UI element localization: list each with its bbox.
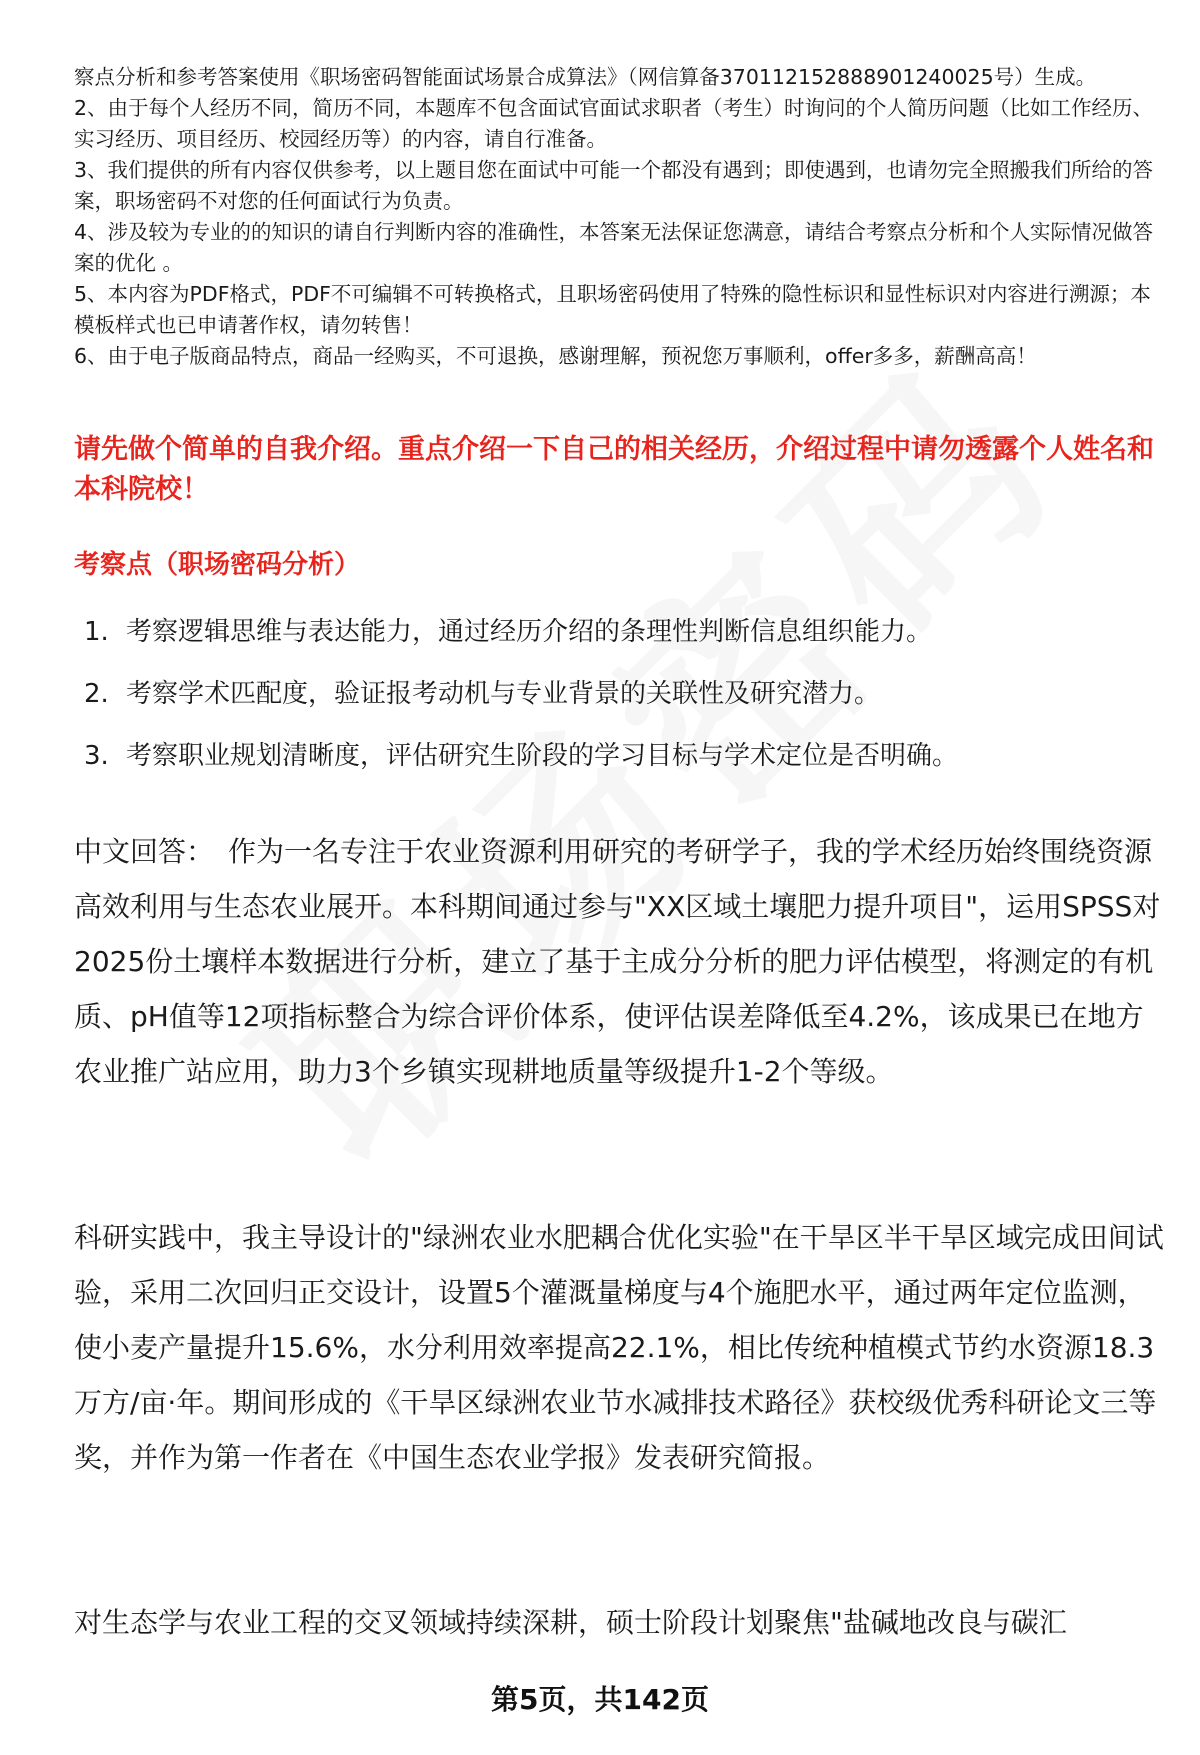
note-item: 察点分析和参考答案使用《职场密码智能面试场景合成算法》（网信算备370112152888901240025号）生成。 bbox=[74, 65, 1097, 89]
list-item bbox=[84, 612, 1144, 652]
note-item: 5、本内容为PDF格式，PDF不可编辑不可转换格式，且职场密码使用了特殊的隐性标识和显性标识对内容进行溯源；本模板样式也已申请著作权，请勿转售！ bbox=[74, 282, 1151, 337]
note-item: 6、由于电子版商品特点，商品一经购买，不可退换，感谢理解，预祝您万事顺利，offer多多，薪酬高高！ bbox=[74, 344, 1037, 368]
disclaimer-notes bbox=[74, 62, 1164, 372]
answer-paragraph: 对生态学与农业工程的交叉领域持续深耕，硕士阶段计划聚焦"盐碱地改良与碳汇 bbox=[74, 1606, 1067, 1639]
list-number: 3. bbox=[84, 741, 109, 771]
answer-label: 中文回答： bbox=[74, 835, 215, 868]
note-item: 2、由于每个人经历不同，简历不同，本题库不包含面试官面试求职者（考生）时询问的个人简历问题（比如工作经历、实习经历、项目经历、校园经历等）的内容，请自行准备。 bbox=[74, 96, 1154, 151]
answer-paragraph: 科研实践中，我主导设计的"绿洲农业水肥耦合优化实验"在干旱区半干旱区域完成田间试验，采用二次回归正交设计，设置5个灌溉量梯度与4个施肥水平，通过两年定位监测，使小麦产量提升15.6%，水分利用效率提高22.1%，相比传统种植模式节约水资源18.3万方/亩·年。期间形成的《干旱区绿洲农业节水减排技术路径》获校级优秀科研论文三等奖，并作为第一作者在《中国生态农业学报》发表研究简报。 bbox=[74, 1221, 1164, 1474]
page-number: 第5页，共142页 bbox=[491, 1683, 709, 1716]
list-number: 1. bbox=[84, 617, 109, 647]
list-text: 考察职业规划清晰度，评估研究生阶段的学习目标与学术定位是否明确。 bbox=[126, 741, 959, 771]
interview-question: 请先做个简单的自我介绍。重点介绍一下自己的相关经历，介绍过程中请勿透露个人姓名和本科院校！ bbox=[74, 434, 1154, 505]
list-number: 2. bbox=[84, 679, 109, 709]
list-text: 考察逻辑思维与表达能力，通过经历介绍的条理性判断信息组织能力。 bbox=[126, 617, 933, 647]
note-item: 4、涉及较为专业的的知识的请自行判断内容的准确性，本答案无法保证您满意，请结合考察点分析和个人实际情况做答案的优化 。 bbox=[74, 220, 1154, 275]
section-title: 考察点（职场密码分析） bbox=[74, 550, 361, 580]
note-item: 3、我们提供的所有内容仅供参考，以上题目您在面试中可能一个都没有遇到；即使遇到，也请勿完全照搬我们所给的答案，职场密码不对您的任何面试行为负责。 bbox=[74, 158, 1154, 213]
list-text: 考察学术匹配度，验证报考动机与专业背景的关联性及研究潜力。 bbox=[126, 679, 881, 709]
list-item bbox=[84, 674, 1144, 714]
assessment-points bbox=[84, 612, 1144, 798]
answer-paragraph bbox=[74, 824, 1164, 1099]
list-item bbox=[84, 736, 1144, 776]
answer-text: 作为一名专注于农业资源利用研究的考研学子，我的学术经历始终围绕资源高效利用与生态农业展开。本科期间通过参与"XX区域土壤肥力提升项目"，运用SPSS对2025份土壤样本数据进行分析，建立了基于主成分分析的肥力评估模型，将测定的有机质、pH值等12项指标整合为综合评价体系，使评估误差降低至4.2%，该成果已在地方农业推广站应用，助力3个乡镇实现耕地质量等级提升1-2个等级。 bbox=[74, 835, 1161, 1088]
